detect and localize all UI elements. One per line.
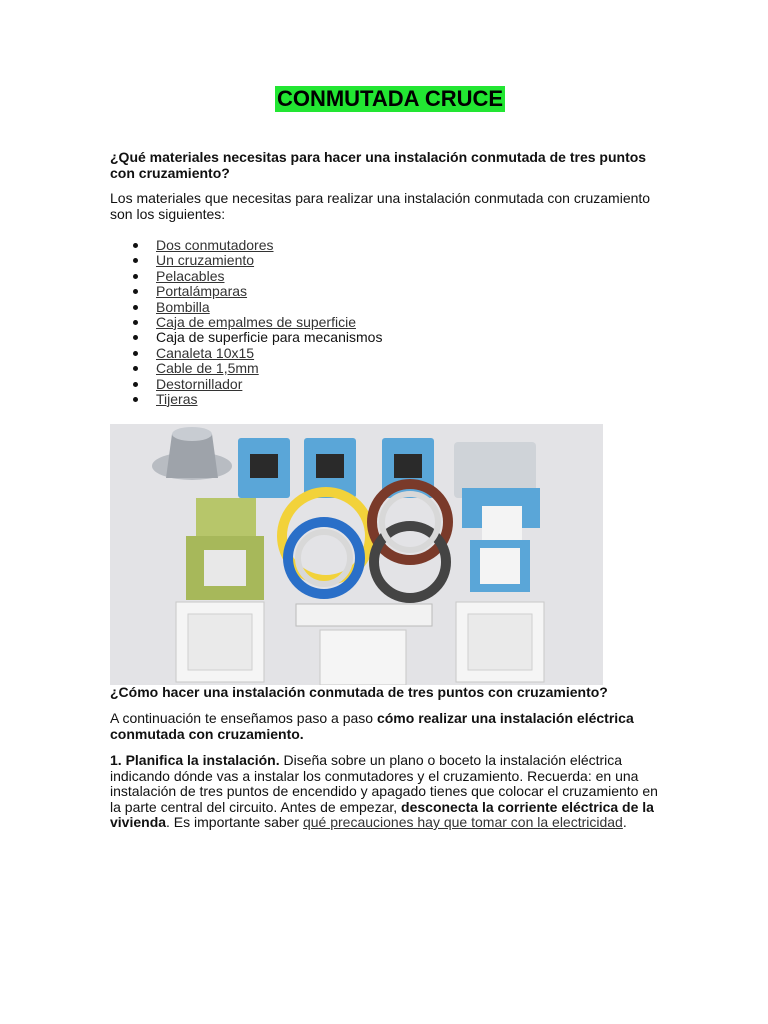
materials-list [110, 238, 382, 407]
material-link[interactable]: Un cruzamiento [156, 252, 255, 269]
list-item[interactable] [156, 315, 382, 330]
intro-paragraph: Los materiales que necesitas para realizar una instalación conmutada con cruzamiento son los siguientes: [110, 190, 651, 222]
list-item[interactable] [156, 300, 382, 315]
list-item[interactable] [156, 269, 382, 284]
step-1-paragraph [110, 753, 670, 831]
list-item[interactable] [156, 253, 382, 268]
list-item[interactable] [156, 377, 382, 392]
step-1-end: . [622, 814, 627, 830]
material-link[interactable]: Pelacables [156, 267, 225, 284]
steps-intro-paragraph [110, 711, 670, 742]
material-link[interactable]: Tijeras [156, 390, 198, 407]
material-link[interactable]: Canaleta 10x15 [156, 344, 255, 361]
materials-photo [110, 424, 603, 685]
material-link[interactable]: Destornillador [156, 375, 243, 392]
material-link[interactable]: Portalámparas [156, 283, 248, 300]
steps-intro-bold: cómo realizar una instalación eléctrica conmutada con cruzamiento. [110, 710, 634, 742]
question-how-to: ¿Cómo hacer una instalación conmutada de tres puntos con cruzamiento? [110, 684, 608, 700]
list-item [156, 330, 382, 345]
list-item[interactable] [156, 361, 382, 376]
list-item[interactable] [156, 346, 382, 361]
title-wrap [110, 86, 670, 112]
materials-photo-illustration [110, 424, 603, 685]
material-link[interactable]: Dos conmutadores [156, 237, 274, 253]
material-link[interactable]: Caja de empalmes de superficie [156, 313, 356, 330]
page-title: CONMUTADA CRUCE [276, 86, 504, 111]
step-1-text: Diseña sobre un plano o boceto la instalación eléctrica indicando dónde vas a instalar los conmutadores y el cruzamiento. Recuerda: en una instalación de tres puntos de encendido y apagado tienes que colocar el cruzamiento en la parte central del circuito. Antes de empezar, [110, 752, 658, 815]
step-1-text-2: . Es importante saber [166, 814, 303, 830]
list-item[interactable] [156, 238, 382, 253]
list-item[interactable] [156, 284, 382, 299]
material-text: Caja de superficie para mecanismos [156, 329, 383, 346]
material-link[interactable]: Cable de 1,5mm [156, 360, 259, 377]
list-item[interactable] [156, 392, 382, 407]
precautions-link[interactable]: qué precauciones hay que tomar con la electricidad [302, 814, 623, 830]
question-materials: ¿Qué materiales necesitas para hacer una instalación conmutada de tres puntos con cruzamiento? [110, 149, 647, 181]
steps-intro-text: A continuación te enseñamos paso a paso [110, 710, 377, 726]
step-1-bold: desconecta la corriente eléctrica de la vivienda [110, 798, 654, 830]
step-1-heading: 1. Planifica la instalación. [110, 752, 280, 768]
material-link[interactable]: Bombilla [156, 298, 210, 315]
